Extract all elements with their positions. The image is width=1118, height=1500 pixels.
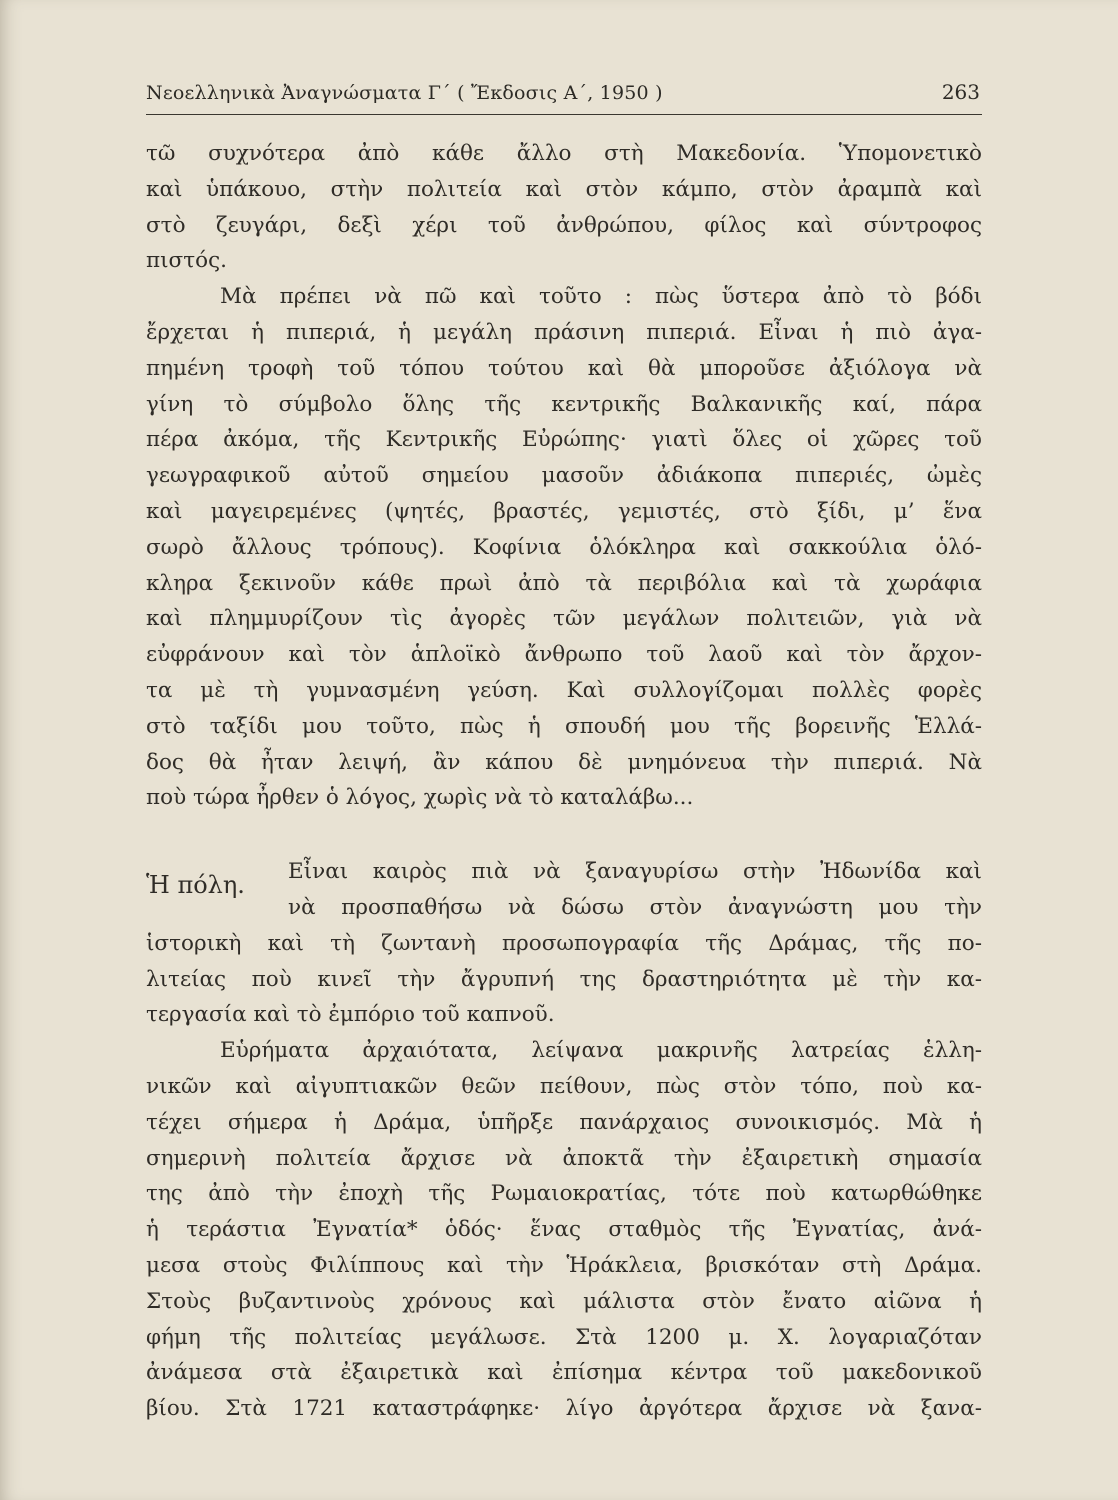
text-line: μεσα στοὺς Φιλίππους καὶ τὴν Ἡράκλεια, βρισκόταν στὴ Δράμα. — [146, 1252, 982, 1278]
text-line: γίνη τὸ σύμβολο ὅλης τῆς κεντρικῆς Βαλκανικῆς καί, πάρα — [146, 391, 982, 417]
running-header — [146, 78, 982, 115]
text-line: τεργασία καὶ τὸ ἐμπόριο τοῦ καπνοῦ. — [146, 1002, 555, 1028]
text-line: καὶ ὑπάκουο, στὴν πολιτεία καὶ στὸν κάμπο, στὸν ἀραμπὰ καὶ — [146, 176, 982, 202]
section-sidehead: Ἡ πόλη. — [146, 871, 245, 900]
text-line: νὰ προσπαθήσω νὰ δώσω στὸν ἀναγνώστη μου τὴν — [288, 894, 982, 920]
text-line: στὸ ζευγάρι, δεξὶ χέρι τοῦ ἀνθρώπου, φίλος καὶ σύντροφος — [146, 212, 982, 238]
text-line: εὐφράνουν καὶ τὸν ἁπλοϊκὸ ἄνθρωπο τοῦ λαοῦ καὶ τὸν ἄρχον- — [146, 642, 982, 668]
paragraph-4 — [146, 1033, 982, 1427]
text-line: ἀνάμεσα στὰ ἐξαιρετικὰ καὶ ἐπίσημα κέντρα τοῦ μακεδονικοῦ — [146, 1360, 982, 1386]
text-line: βίου. Στὰ 1721 καταστράφηκε· λίγο ἀργότερα ἄρχισε νὰ ξανα- — [146, 1396, 982, 1422]
text-line: καὶ μαγειρεμένες (ψητές, βραστές, γεμιστές, στὸ ξίδι, μ’ ἕνα — [146, 498, 982, 524]
text-line: γεωγραφικοῦ αὐτοῦ σημείου μασοῦν ἀδιάκοπα πιπεριές, ὠμὲς — [146, 463, 982, 489]
paragraph-1 — [146, 136, 982, 279]
text-line: Εἶναι καιρὸς πιὰ νὰ ξαναγυρίσω στὴν Ἠδωνίδα καὶ — [288, 859, 982, 885]
text-line: δος θὰ ἦταν λειψή, ἂν κάπου δὲ μνημόνευα τὴν πιπεριά. Νὰ — [146, 749, 982, 775]
text-line: κληρα ξεκινοῦν κάθε πρωὶ ἀπὸ τὰ περιβόλια καὶ τὰ χωράφια — [146, 570, 982, 596]
text-line: λιτείας ποὺ κινεῖ τὴν ἄγρυπνή της δραστηριότητα μὲ τὴν κα- — [146, 966, 982, 992]
text-line: καὶ πλημμυρίζουν τὶς ἀγορὲς τῶν μεγάλων πολιτειῶν, γιὰ νὰ — [146, 606, 982, 632]
text-line: τα μὲ τὴ γυμνασμένη γεύση. Καὶ συλλογίζομαι πολλὲς φορὲς — [146, 677, 982, 703]
text-line: πέρα ἀκόμα, τῆς Κεντρικῆς Εὐρώπης· γιατὶ ὅλες οἱ χῶρες τοῦ — [146, 427, 982, 453]
paragraph-2 — [146, 279, 982, 816]
text-line: Εὑρήματα ἀρχαιότατα, λείψανα μακρινῆς λατρείας ἑλλη- — [220, 1038, 982, 1064]
body-text — [146, 136, 982, 1427]
text-line: στὸ ταξίδι μου τοῦτο, πὼς ἡ σπουδή μου τῆς βορεινῆς Ἑλλά- — [146, 713, 982, 739]
text-line: φήμη τῆς πολιτείας μεγάλωσε. Στὰ 1200 μ. Χ. λογαριαζόταν — [146, 1324, 982, 1350]
header-title: Νεοελληνικὰ Ἀναγνώσματα Γ΄ ( Ἔκδοσις Α΄, 1950 ) — [146, 82, 663, 104]
text-line: Στοὺς βυζαντινοὺς χρόνους καὶ μάλιστα στὸν ἔνατο αἰῶνα ἡ — [146, 1288, 982, 1314]
text-line: ἱστορικὴ καὶ τὴ ζωντανὴ προσωπογραφία τῆς Δράμας, τῆς πο- — [146, 930, 982, 956]
text-line: σωρὸ ἄλλους τρόπους). Κοφίνια ὁλόκληρα καὶ σακκούλια ὁλό- — [146, 534, 982, 560]
text-line: ἡ τεράστια Ἐγνατία* ὁδός· ἕνας σταθμὸς τῆς Ἐγνατίας, ἀνά- — [146, 1217, 982, 1243]
text-line: τέχει σήμερα ἡ Δράμα, ὑπῆρξε πανάρχαιος συνοικισμός. Μὰ ἡ — [146, 1109, 982, 1135]
page-number: 263 — [941, 80, 980, 104]
text-line: πημένη τροφὴ τοῦ τόπου τούτου καὶ θὰ μποροῦσε ἀξιόλογα νὰ — [146, 355, 982, 381]
text-line: ποὺ τώρα ἦρθεν ὁ λόγος, χωρὶς νὰ τὸ καταλάβω... — [146, 785, 694, 811]
text-line: πιστός. — [146, 248, 227, 274]
text-line: ἔρχεται ἡ πιπεριά, ἡ μεγάλη πράσινη πιπεριά. Εἶναι ἡ πιὸ ἀγα- — [146, 319, 982, 345]
section-the-city — [146, 854, 982, 1033]
text-line: νικῶν καὶ αἰγυπτιακῶν θεῶν πείθουν, πὼς στὸν τόπο, ποὺ κα- — [146, 1073, 982, 1099]
text-line: Μὰ πρέπει νὰ πῶ καὶ τοῦτο : πὼς ὕστερα ἀπὸ τὸ βόδι — [220, 284, 982, 310]
text-line: της ἀπὸ τὴν ἐποχὴ τῆς Ρωμαιοκρατίας, τότε ποὺ κατωρθώθηκε — [146, 1181, 982, 1207]
text-line: σημερινὴ πολιτεία ἄρχισε νὰ ἀποκτᾶ τὴν ἐξαιρετικὴ σημασία — [146, 1145, 982, 1171]
text-line: τῶ συχνότερα ἀπὸ κάθε ἄλλο στὴ Μακεδονία. Ὑπομονετικὸ — [146, 141, 982, 166]
